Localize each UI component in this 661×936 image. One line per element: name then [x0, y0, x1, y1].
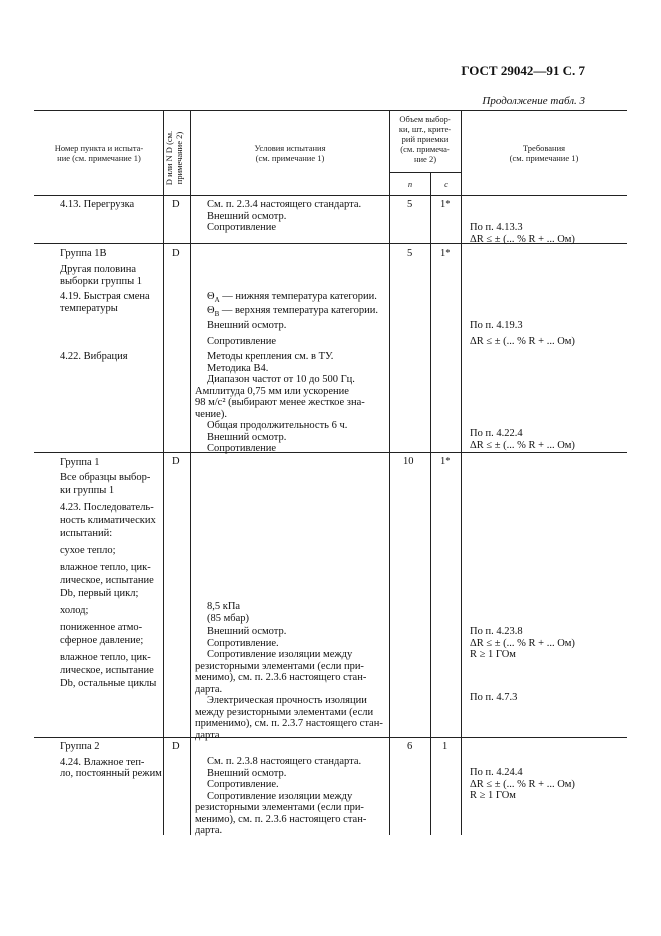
row4-n: 6 — [407, 741, 413, 752]
page-header: ГОСТ 29042—91 С. 7 — [461, 63, 585, 78]
col-header-conditions: Условия испытания (см. примечание 1) — [254, 143, 326, 163]
row1-n: 5 — [407, 199, 413, 210]
row4-dnd: D — [172, 741, 180, 752]
row2-item-419: 4.19. Быстрая смена температуры — [60, 291, 150, 314]
col-header-dnd: D или N D (см. примечание 2) — [164, 130, 184, 186]
col-header-c: c — [444, 179, 448, 189]
row3-conditions: Внешний осмотр. Сопротивление. Сопротивление изоляции между резисторными элементами (если при- менимо), см. п. 2.3.6 настоящего стан- дарта. Электрическая прочность изоляции между резисторными элементами (если применимо), см. п. 2.3.7 настоящего стан- дарта — [195, 626, 383, 741]
row2-theta-a: $\Theta_A$ — нижняя температура категории. — [207, 291, 377, 305]
row2-n: 5 — [407, 248, 413, 259]
row3-requirements: По п. 4.23.8 ΔR ≤ ± (... % R + ... Ом) R ≥ 1 ГОм — [470, 626, 575, 660]
row2-vibration-conditions: Методы крепления см. в ТУ. Методика В4. Диапазон частот от 10 до 500 Гц. Амплитуда 0,75 мм или ускорение 98 м/с² (выбирают менее жесткое зна- чение). Общая продолжительность 6 ч. Внешний осмотр. Сопротивление — [195, 351, 365, 454]
row4-conditions: См. п. 2.3.8 настоящего стандарта. Внешний осмотр. Сопротивление. Сопротивление изоляции между резисторными элементами (если при- менимо), см. п. 2.3.6 настоящего стан- дарта. — [195, 756, 367, 836]
row2-c: 1* — [440, 248, 451, 259]
row3-dnd: D — [172, 456, 180, 467]
row4-item: Группа 2 4.24. Влажное теп- ло, постоянный режим — [60, 741, 162, 779]
row1-dnd: D — [172, 199, 180, 210]
row2-theta-b: $\Theta_B$ — верхняя температура категории. — [207, 305, 379, 319]
row2-dnd: D — [172, 248, 180, 259]
row2-item-422: 4.22. Вибрация — [60, 351, 128, 362]
row4-requirements: По п. 4.24.4 ΔR ≤ ± (... % R + ... Ом) R ≥ 1 ГОм — [470, 767, 575, 801]
row1-item: 4.13. Перегрузка — [60, 199, 135, 210]
col-header-requirements: Требования (см. примечание 1) — [509, 143, 579, 163]
row1-conditions: См. п. 2.3.4 настоящего стандарта. Внешний осмотр. Сопротивление — [207, 199, 362, 233]
row2-inspection: Внешний осмотр. — [207, 320, 287, 331]
col-header-n: n — [407, 179, 413, 189]
row3-pressure: 8,5 кПа (85 мбар) — [207, 601, 250, 624]
row2-group-title: Группа 1В — [60, 248, 107, 259]
row3-item: Группа 1 Все образцы выбор- ки группы 1 4.23. Последователь- ность климатических испытаний: сухое тепло; влажное тепло, цик- лическое, испытание Db, первый цикл; холод; пониженное атмо- сферное давление; влажное тепло, цик- лическое, испытание Db, остальные циклы — [60, 457, 157, 689]
row2-requirements-b: По п. 4.22.4 ΔR ≤ ± (... % R + ... Ом) — [470, 428, 575, 451]
row4-c: 1 — [442, 741, 448, 752]
row2-requirements-a: По п. 4.19.3 ΔR ≤ ± (... % R + ... Ом) — [470, 320, 575, 347]
row1-requirements: По п. 4.13.3 ΔR ≤ ± (... % R + ... Ом) — [470, 222, 575, 245]
col-header-item: Номер пункта и испыта- ние (см. примечание 1) — [54, 143, 144, 163]
table-continuation: Продолжение табл. 3 — [482, 95, 585, 107]
row3-n: 10 — [403, 456, 414, 467]
col-header-sample: Объем выбор- ки, шт., крите- рий приемки (см. примеча- ние 2) — [398, 114, 452, 164]
row1-c: 1* — [440, 199, 451, 210]
row3-c: 1* — [440, 456, 451, 467]
row3-requirements-insulation: По п. 4.7.3 — [470, 692, 518, 703]
row2-resistance: Сопротивление — [207, 336, 277, 347]
row2-group-desc: Другая половина выборки группы 1 — [60, 264, 143, 287]
